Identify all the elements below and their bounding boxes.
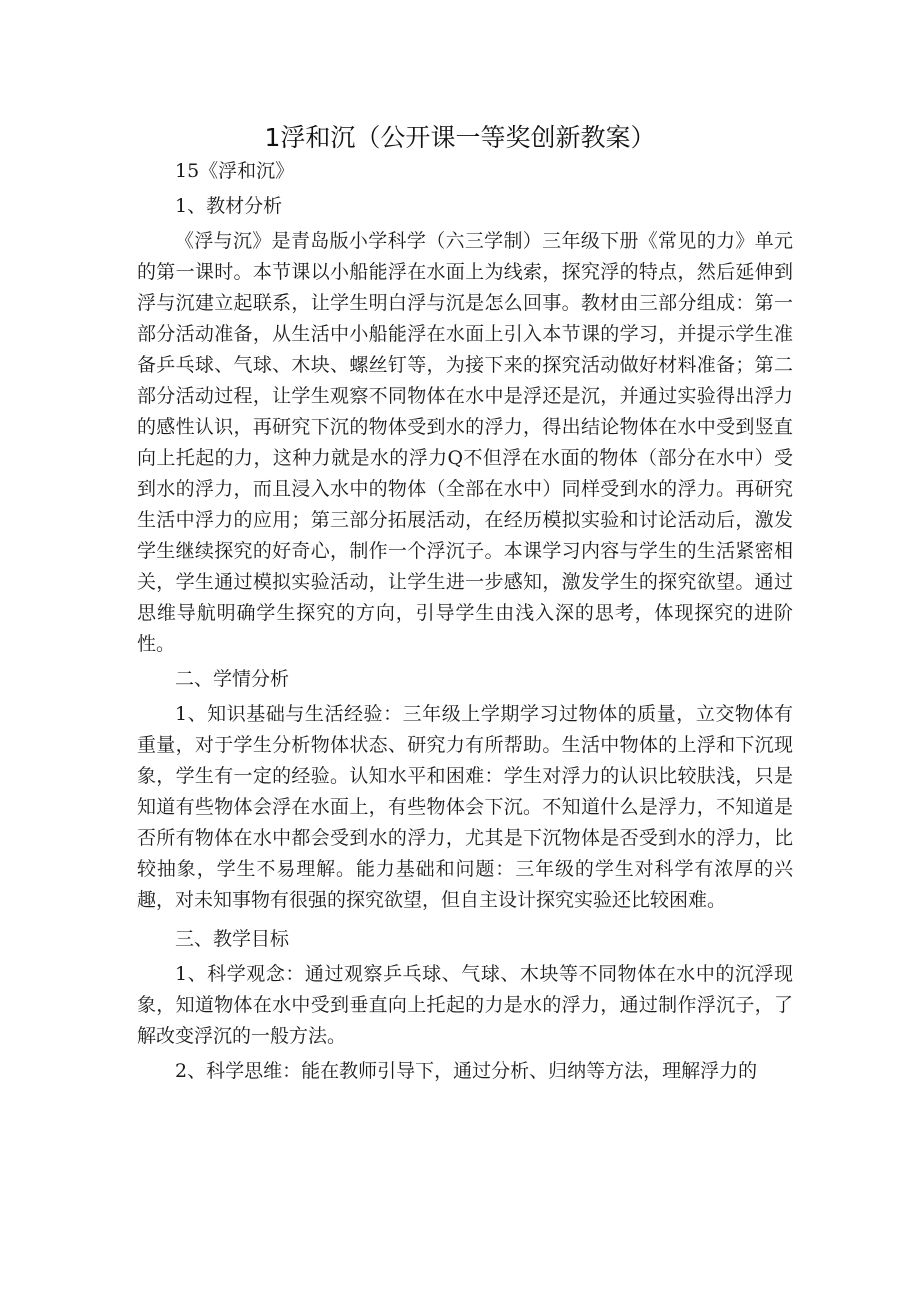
- lesson-subtitle: 15《浮和沉》: [175, 160, 295, 182]
- paragraph-student-analysis: 1、知识基础与生活经验：三年级上学期学习过物体的质量，立交物体有重量，对于学生分析物体状态、研究力有所帮助。生活中物体的上浮和下沉现象，学生有一定的经验。认知水平和困难：学生对浮力的认识比较肤浅，只是知道有些物体会浮在水面上，有些物体会下沉。不知道什么是浮力，不知道是否所有物体在水中都会受到水的浮力，尤其是下沉物体是否受到水的浮力，比较抽象，学生不易理解。能力基础和问题：三年级的学生对科学有浓厚的兴趣，对未知事物有很强的探究欲望，但自主设计探究实验还比较困难。: [137, 703, 793, 911]
- paragraph-goal-science-concept: 1、科学观念：通过观察乒乓球、气球、木块等不同物体在水中的沉浮现象，知道物体在水中受到垂直向上托起的力是水的浮力，通过制作浮沉子，了解改变浮沉的一般方法。: [137, 963, 793, 1047]
- document-body: [137, 156, 793, 1087]
- document-title: 1浮和沉（公开课一等奖创新教案）: [264, 123, 656, 152]
- paragraph-goal-science-thinking: 2、科学思维：能在教师引导下，通过分析、归纳等方法，理解浮力的: [175, 1060, 758, 1082]
- section-heading-textbook-analysis: 1、教材分析: [175, 195, 283, 217]
- section-heading-teaching-goals: 三、教学目标: [175, 928, 290, 950]
- paragraph-textbook-analysis: 《浮与沉》是青岛版小学科学（六三学制）三年级下册《常见的力》单元的第一课时。本节课以小船能浮在水面上为线索，探究浮的特点，然后延伸到浮与沉建立起联系，让学生明白浮与沉是怎么回事。教材由三部分组成：第一部分活动准备，从生活中小船能浮在水面上引入本节课的学习，并提示学生准备乒乓球、气球、木块、螺丝钉等，为接下来的探究活动做好材料准备；第二部分活动过程，让学生观察不同物体在水中是浮还是沉，并通过实验得出浮力的感性认识，再研究下沉的物体受到水的浮力，得出结论物体在水中受到竖直向上托起的力，这种力就是水的浮力Q不但浮在水面的物体（部分在水中）受到水的浮力，而且浸入水中的物体（全部在水中）同样受到水的浮力。再研究生活中浮力的应用；第三部分拓展活动，在经历模拟实验和讨论活动后，激发学生继续探究的好奇心，制作一个浮沉子。本课学习内容与学生的生活紧密相关，学生通过模拟实验活动，让学生进一步感知，激发学生的探究欲望。通过思维导航明确学生探究的方向，引导学生由浅入深的思考，体现探究的进阶性。: [137, 230, 793, 655]
- section-heading-student-analysis: 二、学情分析: [175, 668, 290, 690]
